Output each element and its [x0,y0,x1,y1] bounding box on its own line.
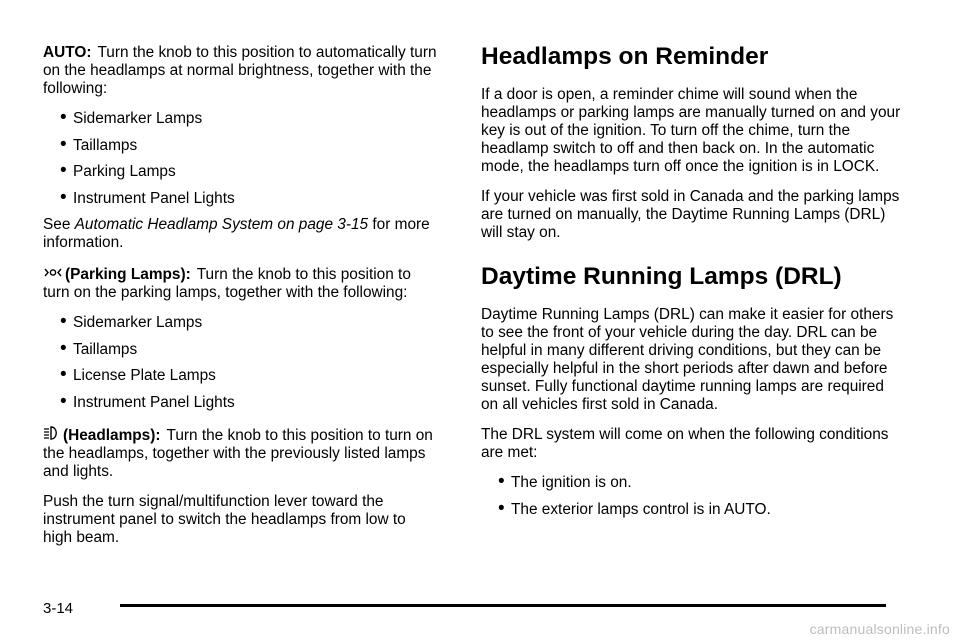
auto-paragraph [43,44,439,98]
drl-list [481,474,901,519]
list-item: • Sidemarker Lamps [43,110,439,128]
auto-list [43,110,439,208]
see-reference [43,216,439,252]
parking-lead: (Parking Lamps): [65,266,191,283]
drl-heading: Daytime Running Lamps (DRL) [481,263,842,290]
drl-paragraph-2: The DRL system will come on when the following conditions are met: [481,426,889,461]
page-number: 3-14 [43,600,74,617]
list-item: • Parking Lamps [43,163,439,181]
list-item: • Instrument Panel Lights [43,394,439,412]
reminder-paragraph-1: If a door is open, a reminder chime will sound when the headlamps or parking lamps are manually turned on and your key is out of the ignition. To turn off the chime, turn the headlamp switch to off and then back on. In the automatic mode, the headlamps turn off once the ignition is in LOCK. [481,86,901,175]
watermark: carmanualsonline.info [809,621,950,637]
push-paragraph: Push the turn signal/multifunction lever toward the instrument panel to switch the headlamps from low to high beam. [43,492,406,546]
parking-paragraph [43,266,439,302]
headlamps-text: Turn the knob to this position to turn on the headlamps, together with the previously listed lamps and lights. [43,426,433,480]
list-item: • Taillamps [43,341,439,359]
parking-text: Turn the knob to this position to turn on the parking lamps, together with the following: [43,266,411,301]
reminder-heading: Headlamps on Reminder [481,43,769,70]
headlamps-paragraph [43,426,439,481]
drl-paragraph-1: Daytime Running Lamps (DRL) can make it easier for others to see the front of your vehicle during the day. DRL can be helpful in many different driving conditions, but they can be especially helpful in the short periods after dawn and before sunset. Fully functional daytime running lamps are required on all vehicles first sold in Canada. [481,306,894,413]
parking-lamp-icon [43,266,63,284]
footer-divider [120,604,886,607]
see-suffix: for more information. [43,216,430,251]
list-item: • The exterior lamps control is in AUTO. [481,501,901,519]
reminder-paragraph-2: If your vehicle was first sold in Canada and the parking lamps are turned on manually, the Daytime Running Lamps (DRL) will stay on. [481,188,900,241]
see-prefix: See [43,216,75,233]
auto-lead: AUTO: [43,44,92,61]
headlamps-lead: (Headlamps): [63,426,161,444]
list-item: • Instrument Panel Lights [43,190,439,208]
list-item: • The ignition is on. [481,474,901,492]
right-column [481,44,901,527]
left-column [43,44,439,559]
list-item: • Taillamps [43,137,439,155]
list-item: • Sidemarker Lamps [43,314,439,332]
cross-reference-link[interactable]: Automatic Headlamp System on page 3-15 [74,216,369,233]
headlamp-icon [43,426,61,445]
auto-text: Turn the knob to this position to automatically turn on the headlamps at normal brightness, together with the following: [43,44,437,97]
list-item: • License Plate Lamps [43,367,439,385]
parking-list [43,314,439,412]
